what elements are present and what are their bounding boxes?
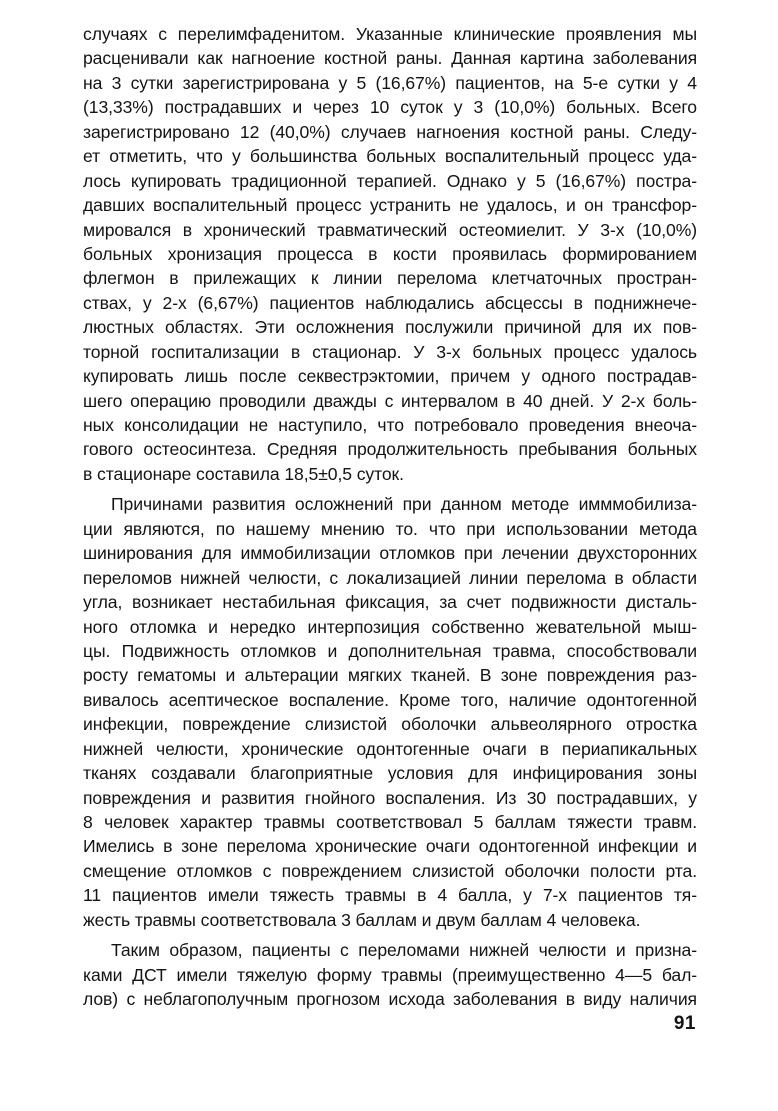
body-text bbox=[83, 22, 697, 1012]
paragraph-3 bbox=[83, 938, 697, 1011]
text-line: цы. Подвижность отломков и дополнительная травма, способствовали bbox=[83, 640, 697, 661]
text-line: торной госпитализации в стационар. У 3-х больных процесс удалось bbox=[83, 341, 697, 362]
text-line: на 3 сутки зарегистрирована у 5 (16,67%) пациентов, на 5-е сутки у 4 bbox=[83, 72, 697, 93]
text-line: расценивали как нагноение костной раны. Данная картина заболевания bbox=[83, 48, 697, 69]
text-line: ции являются, по нашему мнению то. что при использовании метода bbox=[83, 518, 697, 539]
text-line: ного отломка и нередко интерпозиция собственно жевательной мыш- bbox=[83, 616, 697, 637]
text-line: угла, возникает нестабильная фиксация, за счет подвижности дисталь- bbox=[83, 592, 697, 613]
text-line: в стационаре составила 18,5±0,5 суток. bbox=[83, 463, 404, 484]
text-line: мировался в хронический травматический остеомиелит. У 3-х (10,0%) bbox=[83, 219, 697, 240]
text-line: повреждения и развития гнойного воспаления. Из 30 пострадавших, у bbox=[83, 787, 697, 808]
text-line: (13,33%) пострадавших и через 10 суток у 3 (10,0%) больных. Всего bbox=[83, 97, 697, 118]
text-line: вивалось асептическое воспаление. Кроме того, наличие одонтогенной bbox=[83, 689, 697, 710]
text-line: гового остеосинтеза. Средняя продолжительность пребывания больных bbox=[83, 439, 697, 460]
text-line: лось купировать традиционной терапией. Однако у 5 (16,67%) постра- bbox=[83, 170, 697, 191]
text-line: 8 человек характер травмы соответствовал 5 баллам тяжести травм. bbox=[83, 812, 697, 832]
text-line: жесть травмы соответствовала 3 баллам и двум баллам 4 человека. bbox=[83, 909, 641, 930]
text-line: люстных областях. Эти осложнения послужили причиной для их пов- bbox=[83, 317, 697, 338]
text-line: Имелись в зоне перелома хронические очаги одонтогенной инфекции и bbox=[83, 836, 697, 857]
text-line: ками ДСТ имели тяжелую форму травмы (преимущественно 4—5 бал- bbox=[83, 964, 697, 985]
text-line: ных консолидации не наступило, что потребовало проведения внеоча- bbox=[83, 415, 697, 435]
paragraph-2 bbox=[83, 492, 697, 932]
text-line: 11 пациентов имели тяжесть травмы в 4 балла, у 7-х пациентов тя- bbox=[83, 885, 697, 906]
text-line: Таким образом, пациенты с переломами нижней челюсти и призна- bbox=[111, 940, 697, 961]
text-line: ет отметить, что у большинства больных воспалительный процесс уда- bbox=[83, 146, 697, 167]
text-line: смещение отломков с повреждением слизистой оболочки полости рта. bbox=[83, 860, 697, 881]
paragraph-1 bbox=[83, 22, 697, 486]
text-line: флегмон в прилежащих к линии перелома клетчаточных простран- bbox=[83, 268, 697, 289]
text-line: шего операцию проводили дважды с интервалом в 40 дней. У 2-х боль- bbox=[83, 390, 697, 411]
text-line: ствах, у 2-х (6,67%) пациентов наблюдались абсцессы в поднижнече- bbox=[83, 292, 697, 313]
text-line: лов) с неблагополучным прогнозом исхода заболевания в виду наличия bbox=[83, 989, 697, 1010]
text-line: тканях создавали благоприятные условия для инфицирования зоны bbox=[83, 763, 697, 784]
text-line: давших воспалительный процесс устранить не удалось, и он трансфор- bbox=[83, 195, 697, 216]
text-line: больных хронизация процесса в кости проявилась формированием bbox=[83, 243, 697, 264]
text-line: зарегистрировано 12 (40,0%) случаев нагноения костной раны. Следу- bbox=[83, 121, 697, 142]
text-line: купировать лишь после секвестрэктомии, причем у одного пострадав- bbox=[83, 366, 697, 387]
page-number: 91 bbox=[673, 1013, 696, 1034]
text-line: случаях с перелимфаденитом. Указанные клинические проявления мы bbox=[83, 24, 697, 44]
text-line: Причинами развития осложнений при данном методе имммобилиза- bbox=[111, 494, 697, 515]
text-line: нижней челюсти, хронические одонтогенные очаги в периапикальных bbox=[83, 738, 697, 759]
text-line: инфекции, повреждение слизистой оболочки альвеолярного отростка bbox=[83, 714, 697, 735]
text-line: переломов нижней челюсти, с локализацией линии перелома в области bbox=[83, 567, 697, 588]
text-line: росту гематомы и альтерации мягких тканей. В зоне повреждения раз- bbox=[83, 665, 697, 686]
text-line: шинирования для иммобилизации отломков при лечении двухсторонних bbox=[83, 543, 697, 564]
